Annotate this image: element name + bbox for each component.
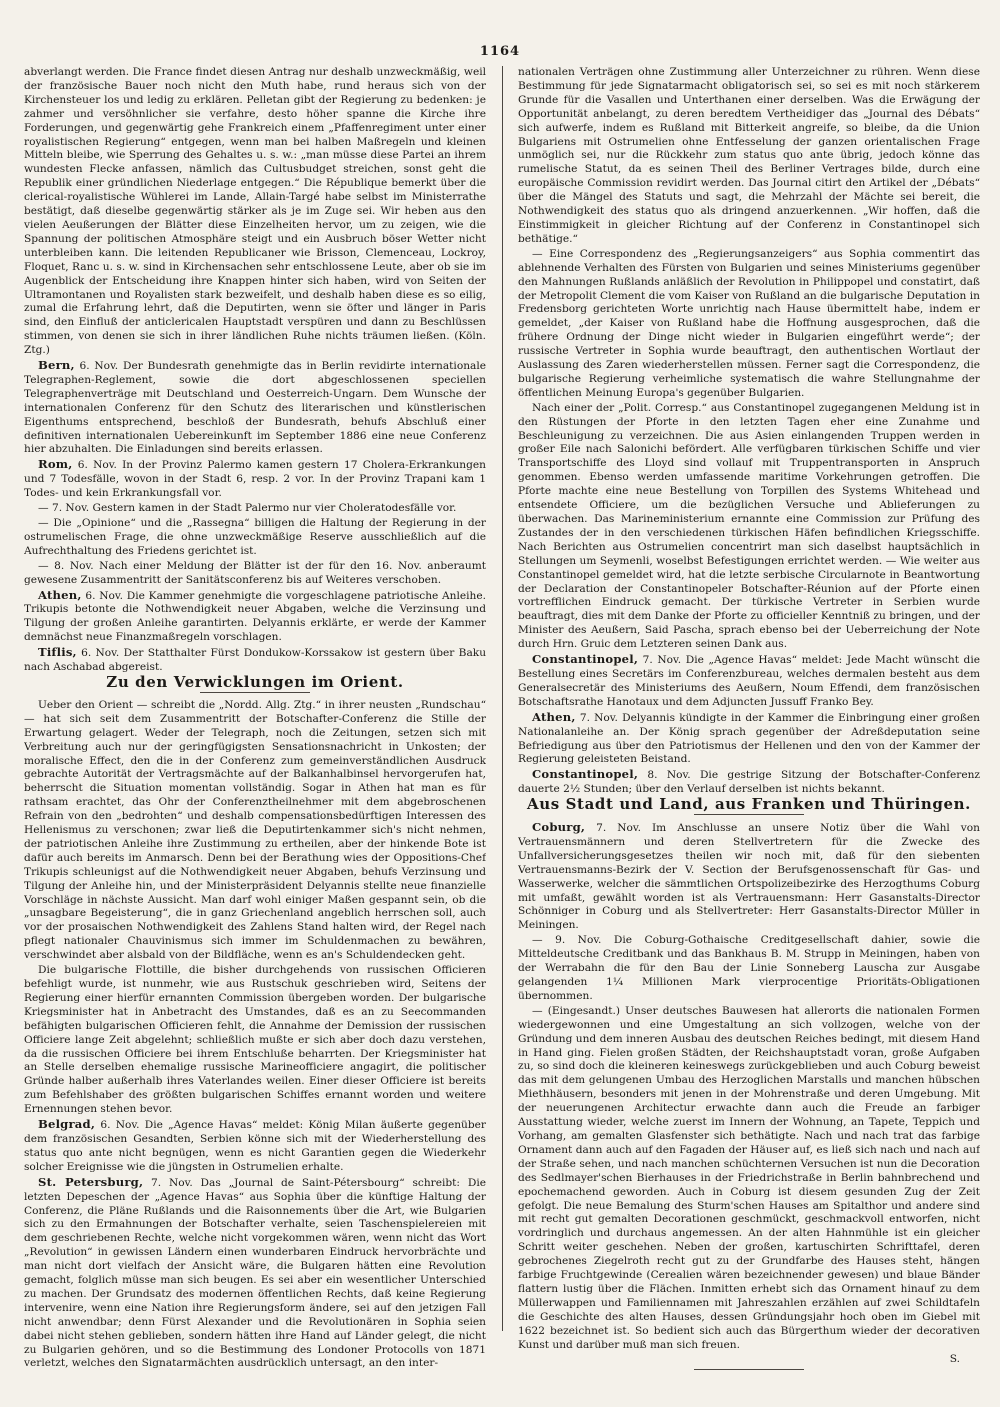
article-text: — 9. Nov. Die Coburg-Gothaische Creditgesellschaft dahier, sowie die Mitteldeutsche Creditbank und das Bankhaus B. M. Strupp in Meiningen, haben von der Werrabahn die für den Bau der Linie Sonneberg Lauscha zur Ausgabe gelangenden 1¼ Millionen Mark vierprocentige Prioritäts-Obligationen übernommen. xyxy=(518,934,980,1002)
news-item-constantinopel xyxy=(518,653,980,710)
article-text: Die Kammer genehmigte die vorgeschlagene patriotische Anleihe. Trikupis betonte die Nothwendigkeit neuer Abgaben, welche die Verzinsung und Tilgung der großen Anleihe garantirten. Delyannis erklärte, er werde der Kammer demnächst neue Finanzmaßregeln vorschlagen. xyxy=(24,589,486,644)
date: 6. Nov. xyxy=(81,647,120,660)
news-item-tiflis xyxy=(24,646,486,675)
article-text: Der Bundesrath genehmigte das in Berlin revidirte internationale Telegraphen-Reglement, sowie die dort abgeschlossenen speciellen Telegraphenverträge mit Deutschland und Oesterreich-Ungarn. Dem Wunsche der internationalen Conferenz für den Schutz des literarischen und künstlerischen Eigenthums entsprechend, beschloß der Bundesrath, behufs Abschluß einer definitiven internationalen Uebereinkunft im September 1886 eine neue Conferenz hier abzuhalten. Die Einladungen sind bereits erlassen. xyxy=(24,360,486,456)
dateline: Belgrad, xyxy=(38,1117,96,1132)
article-text: Nach einer der „Polit. Corresp.“ aus Constantinopel zugegangenen Meldung ist in den Rüstungen der Pforte in den letzten Tagen eher eine Zunahme und Beschleunigung zu verzeichnen. Die aus Asien einlangenden Truppen werden in großer Eile nach Salonichi befördert. Alle verfügbaren türkischen Schiffe und vier Transportschiffe des Lloyd sind vollauf mit Truppentransporten in Anspruch genommen. Ebenso werden umfassende maritime Vorkehrungen getroffen. Die Pforte machte eine neue Bestellung von Torpillen des Systems Whitehead und entsendete Officiere, um die bezüglichen Versuche und Ablieferungen zu überwachen. Das Marineministerium ernannte eine Commission zur Prüfung des Zustandes der in den verschiedenen türkischen Häfen befindlichen Kriegsschiffe. Nach Berichten aus Ostrumelien concentrirt man sich daselbst hauptsächlich in Stellungen um Seymenli, woselbst Befestigungen errichtet werden. — Wie weiter aus Constantinopel gemeldet wird, hat die letzte serbische Circularnote in Beantwortung der Declaration der Constantinopeler Botschafter-Réunion auf der Pforte einen vortrefflichen Eindruck gemacht. Der türkische Vertreter in Serbien wurde beauftragt, dies mit dem Danke der Pforte zu officieller Kenntniß zu bringen, und der Minister des Aeußern, Said Pascha, sprach ebenso bei der Ueberreichung der Note durch Hrn. Gruic dem Letzteren seinen Dank aus. xyxy=(518,401,980,651)
dateline: Rom, xyxy=(38,457,73,472)
news-item-rom xyxy=(24,458,486,501)
article-text: — (Eingesandt.) Unser deutsches Bauwesen hat allerorts die nationalen Formen wiedergewonnen und eine Umgestaltung an sich vollzogen, welche von der Gründung und dem inneren Ausbau des deutschen Reiches bedingt, mit diesem Hand in Hand ging. Fielen großen Städten, der Reichshauptstadt voran, große Aufgaben zu, so sind doch die kleineren keineswegs zurückgeblieben und auch Coburg beweist das mit dem gelungenen Umbau des Herzoglichen Marstalls und manchen hübschen Miethhäusern, besonders mit jenen in der Mohrenstraße und deren Umgebung. Mit der neuerungenen Architectur erwachte dann auch die Freude an farbiger Ausstattung wieder, welche zuerst im Innern der Wohnung, an Tapete, Teppich und Vorhang, am gemalten Glasfenster sich bethätigte. Nach und nach trat das farbige Ornament dann auch auf den Fagaden der Häuser auf, es ließ sich nach und nach auf der Straße sehen, und nach manchen schüchternen Versuchen ist nun die Decoration des Sedlmayer'schen Bierhauses in der Friedrichstraße in Berlin bahnbrechend und epochemachend geworden. Auch in Coburg ist diesem gesunden Zug der Zeit gefolgt. Die neue Bemalung des Sturm'schen Hauses am Spitalthor und andere sind mit recht gut gemalten Decorationen geschmückt, geschmackvoll entworfen, nicht vordringlich und durchaus angemessen. An der alten Hahnmühle ist ein gleicher Schritt weiter geschehen. Neben der großen, kartuschirten Schrifttafel, deren gebrochenes Ziegelroth recht gut zu der Grundfarbe des Hauses steht, hängen farbige Fruchtgewinde (Cerealien wären bezeichnender gewesen) und blaue Bänder flattern lustig über die Flächen. Inmitten erhebt sich das Ornament hinauf zu dem Müllerwappen und Familiennamen mit Jahreszahlen erzählen auf zwei Schildtafeln die Geschichte des alten Hauses, dessen Gründungsjahr hoch oben im Giebel mit 1622 bezeichnet ist. So bedient sich auch das Bürgerthum wieder der decorativen Kunst und darüber muß man sich freuen. xyxy=(518,1004,980,1351)
dateline: Athen, xyxy=(38,587,82,602)
article-text: — 7. Nov. Gestern kamen in der Stadt Palermo nur vier Choleratodesfälle vor. xyxy=(38,502,457,515)
article-text: 7. Nov. Das „Journal de Saint-Pétersbourg“ schreibt: Die letzten Depeschen der „Agence Havas“ aus Sophia über die künftige Haltung der Conferenz, die Pläne Rußlands und die Raisonnements über die Art, wie Bulgarien sich zu den Ermahnungen der Botschafter verhalte, seien Taschenspielereien mit dem geschriebenen Rechte, welche nicht vorgekommen wären, wenn nicht das Wort „Revolution“ in gewissen Ländern einen wunderbaren Eindruck hervorbrächte und man nicht dort vielfach der Ansicht wäre, die Bulgaren hätten eine Revolution gemacht, folglich müsse man sich beugen. Es sei aber ein wesentlicher Unterschied zu machen. Der Grundsatz des modernen öffentlichen Rechts, daß keine Regierung intervenire, wenn eine Nation ihre Regierungsform ändere, sei auf den jetzigen Fall nicht anwendbar; denn Fürst Alexander und die Revolutionären in Sophia seien dabei nicht stehen geblieben, sondern hätten ihre Hand auf Länder gelegt, die nicht zu Bulgarien gehören, und so die Bestimmung des Londoner Protocolls von 1871 verletzt, welches den Signatarmächten ausdrücklich untersagt, an den inter- xyxy=(24,1176,486,1370)
article-text: nationalen Verträgen ohne Zustimmung aller Unterzeichner zu rühren. Wenn diese Bestimmung für jede Signatarmacht obligatorisch sei, so sei es mit noch stärkerem Grunde für die Vasallen und Unterthanen einer derselben. Was die Erwägung der Opportunität anbelangt, zu deren beredtem Vertheidiger das „Journal des Débats“ sich aufwerfe, indem es Rußland mit Bitterkeit angreife, so bleibe, da die Union Bulgariens mit Ostrumelien ohne Entfesselung der ganzen orientalischen Frage unmöglich sei, nur die Rückkehr zum status quo ante übrig, jedoch könne das rumelische Statut, da es seinen Theil des Berliner Vertrages bilde, durch eine europäische Commission revidirt werden. Das Journal citirt den Artikel der „Débats“ über die Mängel des Statuts und sagt, die Mehrzahl der Mächte sei bereit, die Nothwendigkeit des status quo als dringend anzuerkennen. „Wir hoffen, daß die Einstimmigkeit in gleicher Richtung auf der Conferenz in Constantinopel sich bethätige.“ xyxy=(518,66,980,245)
article-text: 7. Nov. Die „Agence Havas“ meldet: Jede Macht wünscht die Bestellung eines Secretärs im Conferenzbureau, welches dermalen besteht aus dem Generalsecretär des Ministeriums des Aeußern, Noum Effendi, dem französischen Botschaftsrathe Hanotaux und dem Adjuncten Jussuff Franko Bey. xyxy=(518,654,980,708)
right-column xyxy=(518,66,980,1386)
news-item-belgrad xyxy=(24,1118,486,1175)
article-text: 8. Nov. Die gestrige Sitzung der Botschafter-Conferenz dauerte 2½ Stunden; über den Verlauf derselben ist nichts bekannt. xyxy=(518,769,980,796)
news-item-bern xyxy=(24,359,486,457)
page-number: 1164 xyxy=(479,44,521,59)
article-text: Ueber den Orient — schreibt die „Nordd. Allg. Ztg.“ in ihrer neusten „Rundschau“ — hat sich seit dem Zusammentritt der Botschafter-Conferenz die Stille der Erwartung gelagert. Weder der Telegraph, noch die Zeitungen, setzen sich mit Verbreitung auch nur der geringfügigsten Sensationsnachricht in Unkosten; der moralische Effect, den die in der Conferenz zum gemeinverständlichen Ausdruck gebrachte Autorität der Vertragsmächte auf der Balkanhalbinsel hervorgerufen hat, beherrscht die Situation momentan vollständig. Sogar in Athen hat man es für rathsam erachtet, das Ohr der Conferenztheilnehmer mit dem abgebroschenen Refrain von den „bedrohten“ und deshalb compensationsbedürftigen Interessen des Hellenismus zu verschonen; zwar ließ die Deputirtenkammer sich's nicht nehmen, der patriotischen Anleihe ihre Zustimmung zu ertheilen, aber der hinkende Bote ist dafür auch bereits im Anmarsch. Denn bei der Berathung wies der Oppositions-Chef Trikupis schleunigst auf die Nothwendigkeit neuer Abgaben, behufs Verzinsung und Tilgung der Anleihe hin, und der Ministerpräsident Delyannis stellte neue finanzielle Vorschläge in nächste Aussicht. Man darf wohl einiger Maßen gespannt sein, ob die „unsagbare Begeisterung“, die in ganz Griechenland angeblich herrschen soll, auch vor der prosaischen Nothwendigkeit des Zahlens Stand halten wird, der Regel nach pflegt nationaler Chauvinismus sich immer im Schuldenmachen zu bewähren, verschwindet aber alsbald von der Bildfläche, wenn es an's Schuldendecken geht. xyxy=(24,698,486,962)
date: 6. Nov. xyxy=(79,360,119,373)
article-text: In der Provinz Palermo kamen gestern 17 Cholera-Erkrankungen und 7 Todesfälle, wovon in der Stadt 6, resp. 2 vor. In der Provinz Trapani kam 1 Todes- und kein Erkrankungsfall vor. xyxy=(24,459,486,500)
date: 6. Nov. xyxy=(85,589,123,602)
dateline: Athen, xyxy=(532,709,576,724)
date: 6. Nov. xyxy=(77,459,117,472)
heading-rule xyxy=(200,692,310,693)
dateline: Tiflis, xyxy=(38,645,77,660)
column-divider xyxy=(502,66,503,1331)
left-column xyxy=(24,66,486,1386)
article-text: 7. Nov. Im Anschlusse an unsere Notiz über die Wahl von Vertrauensmännern und deren Stellvertretern für die Zwecke des Unfallversicherungsgesetzes theilen wir noch mit, daß für den siebenten Vertrauensmanns-Bezirk der V. Section der Berufsgenossenschaft für Gas- und Wasserwerke, welcher die sämmtlichen Ortspolizeibezirke des Herzogthums Coburg mit umfaßt, gewählt worden ist als Vertrauensmann: Herr Gasanstalts-Director Schönniger in Coburg und als Stellvertreter: Herr Gasanstalts-Director Müller in Meiningen. xyxy=(518,822,980,932)
article-text: abverlangt werden. Die France findet diesen Antrag nur deshalb unzweckmäßig, weil der französische Bauer noch nicht den Muth habe, rund heraus sich von der Kirchensteuer los und ledig zu erklären. Pelletan gibt der Regierung zu bedenken: je zahmer und versöhnlicher sie verfahre, desto höher spanne die Kirche ihre Forderungen, und gegenwärtig gehe Frankreich einem „Pfaffenregiment unter einer royalistischen Regierung“ entgegen, wenn man bei halben Maßregeln und kleinen Mitteln bleibe, wie Sperrung des Gehaltes u. s. w.: „man müsse diese Partei an ihrem wundesten Flecke anfassen, nämlich das Cultusbudget streichen, sonst geht die Republik einer gründlichen Niederlage entgegen.“ Die République bemerkt über die clerical-royalistische Wühlerei im Lande, Allain-Targé habe selbst im Ministerrathe bestätigt, daß dieselbe gegenwärtig stärker als je im Zuge sei. Wir heben aus den vielen Aeußerungen der Blätter diese Einzelheiten hervor, um zu zeigen, wie die Spannung der politischen Atmosphäre steigt und ein Ausbruch böser Wetter nicht unterbleiben kann. Die leitenden Republicaner wie Brisson, Clemenceau, Lockroy, Floquet, Ranc u. s. w. sind in Kirchensachen sehr entschlossene Leute, aber ob sie im Augenblick der Entscheidung ihre Knappen hinter sich haben, wird von Seiten der Ultramontanen und Royalisten stark bezweifelt, und deshalb haben diese es so eilig, zumal die Erfahrung lehrt, daß die Deputirten, wenn sie öfter und länger in Paris sind, den Einfluß der anticlericalen Hauptstadt verspüren und dann zu Beschlüssen stimmen, von denen sie sich in ihrer ländlichen Ruhe nichts träumen ließen. (Köln. Ztg.) xyxy=(24,66,486,357)
article-text: — 8. Nov. Nach einer Meldung der Blätter ist der für den 16. Nov. anberaumt gewesene Zusammentritt der Sanitätsconferenz bis auf Weiteres verschoben. xyxy=(24,559,486,586)
news-item-coburg xyxy=(518,821,980,933)
article-text: 7. Nov. Delyannis kündigte in der Kammer die Einbringung einer großen Nationalanleihe an. Der König sprach gegenüber der Adreßdeputation seine Befriedigung aus über den Patriotismus der Hellenen und den von der Kammer der Regierung geleisteten Beistand. xyxy=(518,711,980,766)
article-text: — Die „Opinione“ und die „Rassegna“ billigen die Haltung der Regierung in der ostrumelischen Frage, die ohne unzweckmäßige Reserve ausschließlich auf die Aufrechthaltung des Friedens gerichtet ist. xyxy=(24,517,486,557)
dateline: St. Petersburg, xyxy=(38,1174,144,1189)
end-rule xyxy=(694,1369,804,1370)
article-text: Der Statthalter Fürst Dondukow-Korssakow ist gestern über Baku nach Aschabad abgereist. xyxy=(24,647,486,674)
news-item-athen xyxy=(24,589,486,646)
article-text: — Eine Correspondenz des „Regierungsanzeigers“ aus Sophia commentirt das ablehnende Verhalten des Fürsten von Bulgarien und seines Ministeriums gegenüber den Mahnungen Rußlands anläßlich der Revolution in Philippopel und constatirt, daß der Metropolit Clement die vom Kaiser von Rußland an die bulgarische Deputation in Fredensborg gerichteten Worte unrichtig nach Hause übermittelt habe, indem er gemeldet, „der Kaiser von Rußland habe die Hoffnung ausgesprochen, daß die frühere Ordnung der Dinge nicht wieder in Bulgarien eingeführt werde“; der russische Vertreter in Sophia wurde beauftragt, den authentischen Wortlaut der Auslassung des Zaren wiederherstellen müssen. Ferner sagt die Correspondenz, die bulgarische Regierung verheimliche systematisch die wahre Stellungnahme der öffentlichen Meinung Europa's gegenüber Bulgarien. xyxy=(518,247,980,399)
news-item-st-petersburg xyxy=(24,1176,486,1372)
dateline: Coburg, xyxy=(532,820,586,835)
dateline: Constantinopel, xyxy=(532,767,639,782)
dateline: Constantinopel, xyxy=(532,652,639,667)
article-text: 6. Nov. Die „Agence Havas“ meldet: König Milan äußerte gegenüber dem französischen Gesandten, Serbien könne sich mit der Wiederherstellung des status quo ante nicht begnügen, wenn es nicht Garantien gegen die Wiederkehr solcher Ereignisse wie die jüngsten in Ostrumelien erhalte. xyxy=(24,1119,486,1173)
author-signature: S. xyxy=(949,1353,960,1366)
news-item-constantinopel xyxy=(518,768,980,797)
heading-rule xyxy=(694,814,804,815)
article-text: Die bulgarische Flottille, die bisher durchgehends von russischen Officieren befehligt wurde, ist nunmehr, wie aus Rustschuk geschrieben wird, Seitens der Regierung einer hierfür ernannten Commission übergeben worden. Der bulgarische Kriegsminister hat in Anbetracht des Umstandes, daß es an zu Seecommanden befähigten bulgarischen Officieren fehlt, die Annahme der Demission der russischen Officiere lange Zeit abgelehnt; schließlich mußte er sich aber doch dazu verstehen, da die russischen Officiere bei ihrem Entschluße beharrten. Der Kriegsminister hat an Stelle derselben ehemalige russische Marineofficiere angagirt, die politischer Gründe halber außerhalb ihres Vaterlandes weilen. Einer dieser Officiere ist bereits zum Befehlshaber des größten bulgarischen Schiffes ernannt worden und weitere Ernennungen stehen bevor. xyxy=(24,964,486,1116)
section-heading: Zu den Verwicklungen im Orient. xyxy=(106,672,404,691)
dateline: Bern, xyxy=(38,358,75,373)
section-heading: Aus Stadt und Land, aus Franken und Thüringen. xyxy=(527,795,971,814)
news-item-athen xyxy=(518,711,980,768)
